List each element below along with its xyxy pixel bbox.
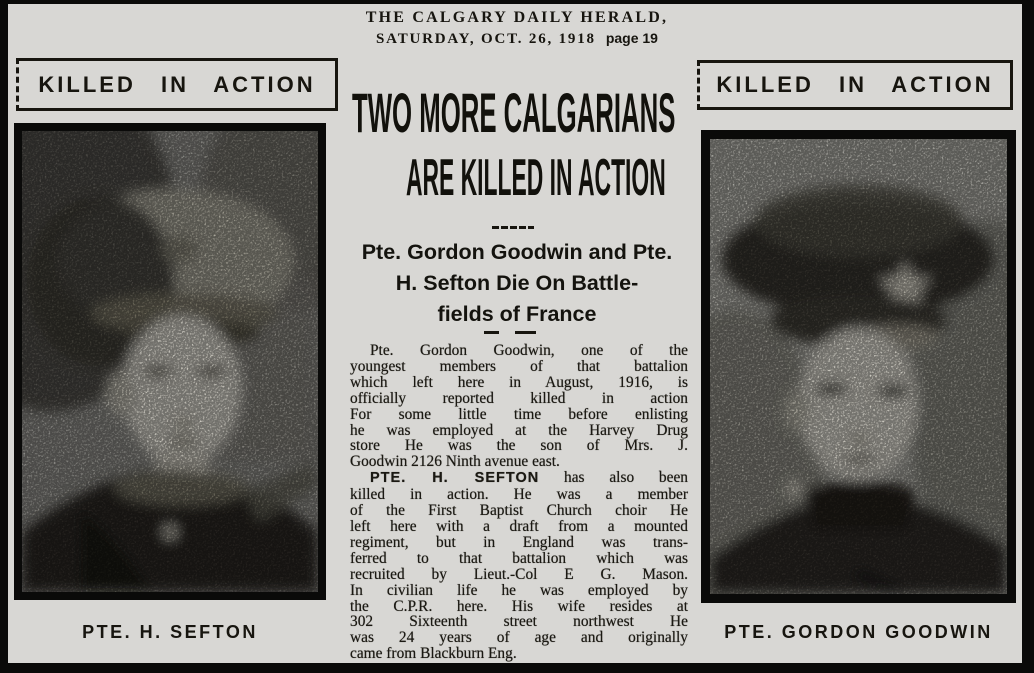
article-line: left here with a draft from a mounted <box>350 517 688 535</box>
subhead-line: Pte. Gordon Goodwin and Pte. <box>361 240 673 264</box>
portrait-sefton-illustration <box>22 131 318 592</box>
killed-in-action-box-left <box>16 58 338 111</box>
article-line: youngest members of that battalion <box>350 357 688 375</box>
article-line: In civilian life he was employed by <box>350 581 688 599</box>
article-line: officially reported killed in action <box>350 389 688 407</box>
portrait-goodwin-illustration <box>710 139 1007 594</box>
article-line: which left here in August, 1916, is <box>350 373 688 391</box>
page-number: page 19 <box>605 29 658 46</box>
portrait-photo-sefton <box>14 123 326 600</box>
article-line: the C.P.R. here. His wife resides at <box>350 597 688 615</box>
killed-in-action-label-right: KILLED IN ACTION <box>716 72 994 97</box>
masthead-date: SATURDAY, OCT. 26, 1918 <box>376 30 596 47</box>
dash <box>515 331 536 334</box>
killed-in-action-label-left: KILLED IN ACTION <box>38 71 316 97</box>
article-line: he was employed at the Harvey Drug <box>350 421 688 439</box>
article-line: PTE. H. SEFTON has also been <box>370 469 688 487</box>
article-line: Pte. Gordon Goodwin, one of the <box>370 342 688 359</box>
divider-rule <box>492 226 534 229</box>
article-line: of the First Baptist Church choir He <box>350 502 688 520</box>
article-line: store He was the son of Mrs. J. <box>350 437 688 455</box>
divider-dashes <box>484 331 544 334</box>
article-bold-lead: PTE. H. SEFTON <box>370 470 540 487</box>
masthead-title: THE CALGARY DAILY HERALD, <box>365 9 669 26</box>
article-line: ferred to that battalion which was <box>350 549 688 567</box>
article-line: Goodwin 2126 Ninth avenue east. <box>350 453 560 471</box>
page-border-top <box>0 0 1034 4</box>
article-line: 302 Sixteenth street northwest He <box>350 613 688 631</box>
article-line: regiment, but in England was trans- <box>350 533 688 551</box>
subhead-line: H. Sefton Die On Battle- <box>395 271 639 295</box>
headline-line2: ARE KILLED IN ACTION <box>406 149 666 207</box>
caption-sefton: PTE. H. SEFTON <box>82 622 258 642</box>
page-border-left <box>0 0 8 673</box>
article-body <box>350 343 688 662</box>
killed-in-action-box-right <box>697 60 1013 110</box>
headline-line1: TWO MORE CALGARIANS <box>352 81 676 144</box>
article-line: For some little time before enlisting <box>350 405 688 423</box>
page-border-right <box>1022 0 1034 673</box>
masthead-dateline <box>0 29 1034 49</box>
article-line: killed in action. He was a member <box>350 486 688 504</box>
article-line: came from Blackburn Eng. <box>350 645 517 663</box>
page-border-bottom <box>0 663 1034 673</box>
subhead-line: fields of France <box>437 302 597 326</box>
dash <box>484 331 499 334</box>
article-line: recruited by Lieut.-Col E G. Mason. <box>350 565 688 583</box>
caption-goodwin: PTE. GORDON GOODWIN <box>724 622 993 642</box>
masthead <box>0 7 1034 49</box>
portrait-photo-goodwin <box>701 130 1016 603</box>
article-line: was 24 years of age and originally <box>350 629 688 647</box>
article-subhead <box>346 237 688 330</box>
